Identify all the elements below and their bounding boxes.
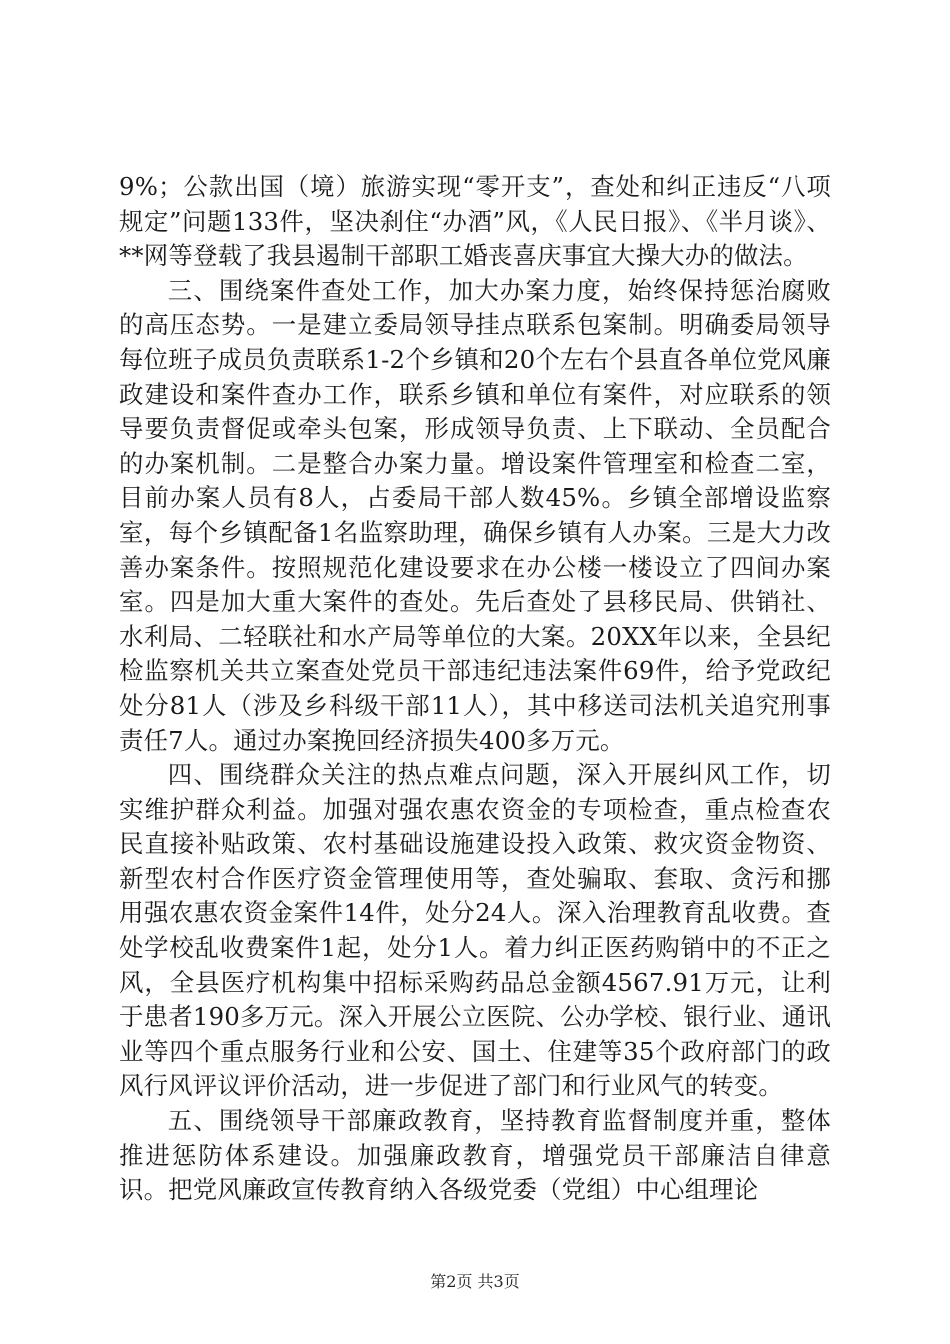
paragraph-integrity-education: 五、围绕领导干部廉政教育，坚持教育监督制度并重，整体推进惩防体系建设。加强廉政教育，增强党员干部廉洁自律意识。把党风廉政宣传教育纳入各级党委（党组）中心组理论 <box>119 1106 831 1205</box>
document-body <box>119 170 831 1208</box>
paragraph-style-rectification: 四、围绕群众关注的热点难点问题，深入开展纠风工作，切实维护群众利益。加强对强农惠农资金的专项检查，重点检查农民直接补贴政策、农村基础设施建设投入政策、救灾资金物资、新型农村合作医疗资金管理使用等，查处骗取、套取、贪污和挪用强农惠农资金案件14件，处分24人。深入治理教育乱收费。查处学校乱收费案件1起，处分1人。着力纠正医药购销中的不正之风，全县医疗机构集中招标采购药品总金额4567.91万元，让利于患者190多万元。深入开展公立医院、公办学校、银行业、通讯业等四个重点服务行业和公安、国土、住建等35个政府部门的政风行风评议评价活动，进一步促进了部门和行业风气的转变。 <box>119 760 831 1101</box>
page-number-footer: 第2页 共3页 <box>430 1272 520 1291</box>
paragraph-continuation: 9%；公款出国（境）旅游实现“零开支”，查处和纠正违反“八项规定”问题133件，坚决刹住“办酒”风，《人民日报》、《半月谈》、**网等登载了我县遏制干部职工婚丧喜庆事宜大操大办的做法。 <box>119 172 831 271</box>
paragraph-case-investigation: 三、围绕案件查处工作，加大办案力度，始终保持惩治腐败的高压态势。一是建立委局领导挂点联系包案制。明确委局领导每位班子成员负责联系1-2个乡镇和20个左右个县直各单位党风廉政建设和案件查办工作，联系乡镇和单位有案件，对应联系的领导要负责督促或牵头包案，形成领导负责、上下联动、全员配合的办案机制。二是整合办案力量。增设案件管理室和检查二室，目前办案人员有8人，占委局干部人数45%。乡镇全部增设监察室，每个乡镇配备1名监察助理，确保乡镇有人办案。三是大力改善办案条件。按照规范化建设要求在办公楼一楼设立了四间办案室。四是加大重大案件的查处。先后查处了县移民局、供销社、水利局、二轻联社和水产局等单位的大案。20XX年以来，全县纪检监察机关共立案查处党员干部违纪违法案件69件，给予党政纪处分81人（涉及乡科级干部11人），其中移送司法机关追究刑事责任7人。通过办案挽回经济损失400多万元。 <box>119 275 831 755</box>
